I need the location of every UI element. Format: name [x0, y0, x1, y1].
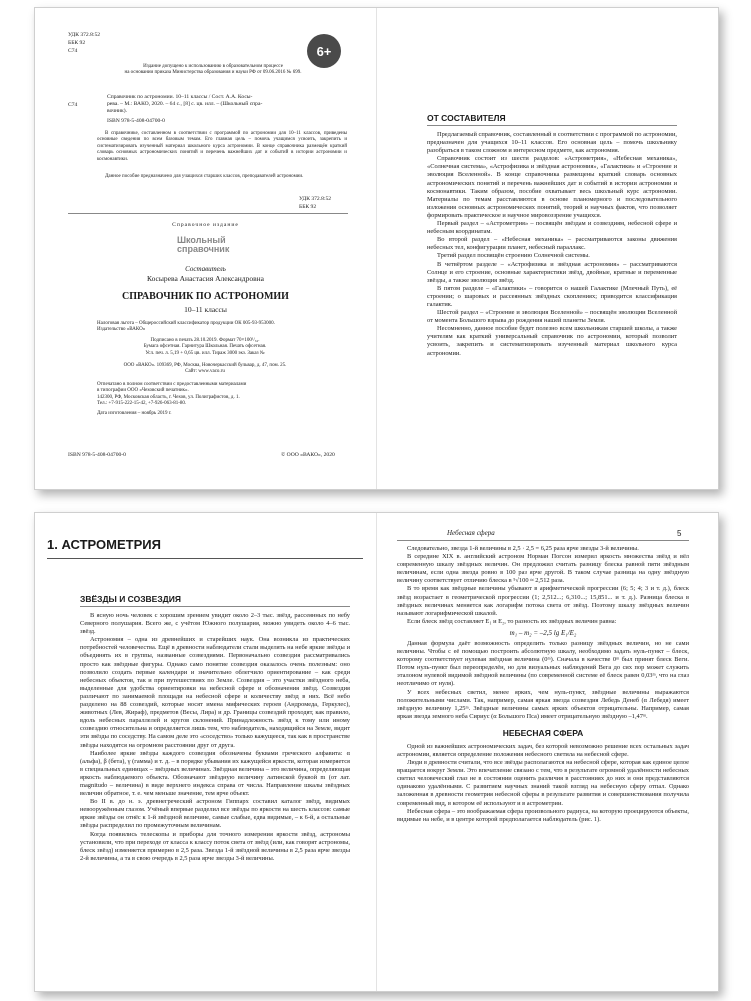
paragraph: Первый раздел – «Астрометрия» – посвящён звёздам и созвездиям, небесной сфере и небесным координатам.	[427, 220, 677, 236]
section-rule	[80, 606, 350, 607]
paragraph: Одной из важнейших астрономических задач, без которой невозможно решение всех остальных задач астрономии, является определение положения небесного светила на небесной сфере.	[397, 742, 689, 758]
book-title: СПРАВОЧНИК ПО АСТРОНОМИИ	[122, 291, 289, 302]
age-rating-badge: 6+	[307, 34, 341, 68]
printer-note: Отпечатано в полном соответствии с предоставленными материалами в типографии ООО «Чеховский печатник». 142300, РФ, Московская область, г. Чехов, ул. Полиграфистов, д. 1. Тел.: +7-915-222-15-42, +7-926-063-81-80.	[97, 382, 247, 407]
paragraph: У всех небесных светил, менее ярких, чем нуль-пункт, звёздные величины выражаются положительными числами. Так, например, самая яркая звезда созвездия Лебедь Денеб (α Лебедя) имеет звёздную величину 1,25ᵐ. Звёздные величины самых ярких объектов отрицательны. Например, самая яркая звезда земного неба Сириус (α Большого Пса) имеет отрицательную звёздную –1,47ᵐ.	[397, 688, 689, 720]
divider	[68, 213, 348, 214]
paragraph: Предлагаемый справочник, составленный в соответствии с программой по астрономии, предназначен для учащихся 10–11 классов. Его основная цель – помочь школьнику разобраться в таком сложном и интересном предмете, как астрономия.	[427, 131, 677, 155]
book-spread-top	[34, 7, 719, 490]
paragraph: Если блеск звёзд составляет E₁ и E₂, то разность их звёздных величин равна:	[407, 617, 617, 625]
copyright: © ООО «ВАКО», 2020	[281, 452, 335, 458]
paragraph: Наиболее яркие звёзды каждого созвездия обозначены буквами греческого алфавита: α (альфа), β (бета), γ (гамма) и т. д. – в порядке убывания их кажущейся яркости, которая измеряется в специальных единицах – звёздных величинах. Звёздная величина – это величина, определяющая яркость наблюдаемого объекта. Обозначают звёздную величину латинской буквой m (от лат. magnitudo – величина) в виде верхнего индекса справа от числа. Направление шкалы звёздных величин обратное, т. е. чем меньше значение, тем ярче объект.	[80, 749, 350, 798]
paragraph: Когда появились телескопы и приборы для точного измерения яркости звёзд, астрономы установили, что при переходе от класса к классу поток света от звёзд (или, как говорят астрономы, блеск звёзд) изменяется примерно в 2,5 раза. Звезда 1-й звёздной величины в 2,5 раза ярче звезды 2-й величины, а та в свою очередь в 2,5 раза ярче звезды 3-й величины.	[80, 830, 350, 862]
preface-page	[377, 8, 718, 489]
approval-note: Издание допущено к использованию в образовательном процессе на основании приказа Министерства образования и науки РФ от 09.06.2016 № 699.	[124, 64, 302, 76]
chapter-page	[35, 513, 376, 991]
author-code: С74	[68, 48, 78, 54]
paragraph: Данная формула даёт возможность определить только разницу звёздных величин, но не сами величины. Чтобы с её помощью построить абсолютную шкалу, необходимо задать нуль-пункт – блеск, которому соответствует нулевая звёздная величина (0ᵐ). Сначала в качестве 0ᵐ был принят блеск Веги. Потом нуль-пункт был переопределён, но для визуальных наблюдений Вега до сих пор может служить эталоном нулевой видимой звёздной величины (по современной системе её блеск равен 0,03ᵐ, что на глаз неотличимо от нуля).	[397, 639, 689, 688]
paragraph: Следовательно, звезда 1-й величины в 2,5 · 2,5 = 6,25 раза ярче звезды 3-й величины.	[407, 545, 639, 552]
paragraph: В ясную ночь человек с хорошим зрением увидит около 2–3 тыс. звёзд, рассеянных по небу Северного полушария. Всего же, с учётом Южного полушария, можно увидеть около 4–6 тыс. звёзд.	[80, 612, 350, 636]
bbk-code: ББК 92	[68, 40, 86, 46]
publisher-address: ООО «ВАКО». 109369, РФ, Москва, Новочеркасский бульвар, д. 47, пом. 25. Сайт: www.vaco.ru	[123, 363, 287, 375]
udk-code: УДК 372.8:52	[68, 32, 101, 38]
paragraph: Третий раздел посвящён строению Солнечной системы.	[437, 252, 590, 260]
chapter-title: 1. АСТРОМЕТРИЯ	[47, 537, 161, 552]
compiler-label: Составитель	[185, 265, 226, 273]
copyright-page	[35, 8, 376, 489]
paragraph: Астрономия – одна из древнейших и старейших наук. Она возникла из практических потребностей человечества. Ещё в древности наблюдатели стали выделять на небе яркие звёзды и объединять их в группы, названные созвездиями. Первоначально созвездия рассматривались просто как звёздные фигуры. Однако само понятие созвездия оказалось очень полезным: оно позволило создать первые календари и значительно облегчило ориентирование – как среди небесных объектов, так и при путешествиях по Земле. Созвездия – это участки звёздного неба, выделенные для удобства ориентировки на небесной сфере и обозначения звёзд. Созвездия различают по занимаемой площади на небесной сфере и количеству звёзд в них. Всё небо разделено на 88 созвездий, которые носят имена мифических героев (Андромеда, Геркулес), животных (Лев, Жираф), предметов (Весы, Лира) и др. Границы созвездий проходят, как правило, вдоль небесных параллелей и кругов склонений. Принадлежность звёзд к тому или иному созвездию относительна и определяется лишь тем, что наблюдатель, находящийся на Земле, видит эти звёзды по соседству. На самом деле это «соседство» только кажущееся, так как в пространстве звёзды находятся на огромном расстоянии друг от друга.	[80, 636, 350, 749]
bbk-code-right: ББК 92	[299, 204, 317, 210]
paragraph: В четвёртом разделе – «Астрофизика и звёздная астрономия» – рассматриваются Солнце и его строение, основные характеристики звёзд, двойные, кратные и переменные звёзды, а также эволюция звёзд.	[427, 260, 677, 284]
paragraph: В пятом разделе – «Галактики» – говорится о нашей Галактике (Млечный Путь), её строении; о шаровых и рассеянных звёздных скоплениях; приводится классификация галактик.	[427, 284, 677, 308]
edition-type: Справочное издание	[172, 222, 239, 228]
page-number: 5	[677, 529, 682, 538]
compiler-name: Косырева Анастасия Александровна	[146, 274, 265, 283]
paragraph: Люди в древности считали, что все звёзды располагаются на небесной сфере, которая как единое целое вращается вокруг Земли. Это впечатление связано с тем, что в результате огромной удалённости небесных светил человеческий глаз не в состоянии оценить различия в расстояниях до них и они представляются одинаково удалёнными. С развитием научных знаний такой взгляд на небесную сферу отпал. Однако заложенная в древности геометрия небесной сферы в результате развития и совершенствования получила современный вид, в котором её используют и в астрометрии.	[397, 759, 689, 807]
book-spread-bottom	[34, 512, 719, 992]
preface-body	[427, 131, 677, 358]
catalog-entry: Справочник по астрономии. 10–11 классы / Сост. А.А. Косы- рева. – М.: ВАКО, 2020. – 64 с., [8] с. цв. илл. – (Школьный спра- вочник).	[107, 94, 263, 114]
series-logo-line2: справочник	[177, 244, 230, 254]
print-details: Подписано в печать 28.10.2019. Формат 70×100¹/₃₂. Бумага офсетная. Гарнитура Школьная. Печать офсетная. Усл. печ. л. 5,19 + 0,65 цв. илл. Тираж 3000 экз. Заказ №	[143, 338, 267, 356]
abstract: В справочнике, составленном в соответствии с программой по астрономии для 10–11 классов, приведены основные сведения по всем базовым темам. Его главная цель – помочь учащимся усвоить, закрепить и систематизировать изученный материал школьного курса астрономии. В конце справочника размещён краткий словарь основных астрономических понятий и перечень важнейших дат и событий в истории астрономии и космонавтики.	[97, 131, 347, 162]
isbn-bottom: ISBN 978-5-408-04700-0	[68, 452, 126, 458]
paragraph: Справочник состоит из шести разделов: «Астрометрия», «Небесная механика», «Солнечная система», «Астрофизика и звёздная астрономия», «Галактики» и «Строение и эволюция Вселенной». В конце справочника размещены краткий словарь основных астрономических понятий и перечень важнейших дат и событий в истории астрономии и космонавтики. Таким образом, пособие охватывает весь школьный курс астрономии. Материалы по темам расставляются в основе планомерного и последовательного изложения основных астрономических понятий, теорий и научных фактов, что позволяет формировать практическое и научное мировоззрение учащихся.	[427, 155, 677, 219]
paragraph: Шестой раздел – «Строение и эволюция Вселенной» – посвящён эволюции Вселенной от момента Большого взрыва до рождения нашей планеты Земля.	[427, 309, 677, 325]
catalog-code: С74	[68, 102, 78, 108]
paragraph: Несомненно, данное пособие будет полезно всем школьникам старшей школы, а также учителям как краткий универсальный справочник по астрономии, который позволит усвоить, закрепить и систематизировать изученный материал школьного курса астрономии.	[427, 325, 677, 357]
isbn-line: ISBN 978-5-408-04700-0	[107, 118, 165, 124]
series-logo-line1: Школьный	[177, 235, 226, 245]
udk-code-right: УДК 372.8:52	[299, 196, 332, 202]
release-date: Дата изготовления – ноябрь 2019 г.	[97, 411, 172, 416]
tax-note: Налоговая льгота – Общероссийский классификатор продукции ОК 005-93-953000. Издательство «ВАКО»	[97, 321, 275, 333]
chapter-body	[80, 612, 350, 863]
preface-heading: ОТ СОСТАВИТЕЛЯ	[427, 113, 506, 123]
paragraph: Во второй раздел – «Небесная механика» – рассматриваются законы движения небесных тел, конфигурации планет, небесный параллакс.	[427, 236, 677, 252]
abstract-audience: Данное пособие предназначено для учащихся старших классов, преподавателей астрономии.	[105, 174, 304, 179]
text-body	[397, 545, 689, 824]
heading-rule	[427, 125, 677, 126]
paragraph: Небесная сфера – это воображаемая сфера произвольного радиуса, на которую проецируются объекты, видимые на небе, и в центре которой предполагается наблюдатель (рис. 1).	[397, 807, 689, 823]
section-title: НЕБЕСНАЯ СФЕРА	[502, 727, 584, 738]
series-logo	[177, 236, 229, 254]
book-grades: 10–11 классы	[184, 305, 227, 314]
paragraph: В то время как звёздные величины убывают в арифметической прогрессии (6; 5; 4; 3 и т. д.), блеск звёзд возрастает в геометрической прогрессии (1; 2,512...; 6,310...; 15,851... и т. д.). Разница блеска в звёздных величинах меняется как логарифм потока света от звёзд. Поэтому шкалу звёздных величин называют логарифмической шкалой.	[397, 585, 689, 617]
paragraph: В середине XIX в. английский астроном Норман Погсон измерил яркость множества звёзд и вёл современную шкалу звёздных величин. Он предложил считать разницу блеска равной пяти звёздным величинам, если одна звезда ровно в 100 раз ярче другой. В таком случае разница на одну звёздную величину соответствует отличию блеска в ⁵√100 ≈ 2,512 раза.	[397, 553, 689, 585]
formula: m₁ – m₂ = –2,5 lg E₁/E₂	[509, 628, 577, 637]
text-page	[377, 513, 718, 991]
section-title: ЗВЁЗДЫ И СОЗВЕЗДИЯ	[80, 594, 181, 604]
running-head: Небесная сфера	[447, 529, 495, 537]
header-rule	[397, 540, 689, 541]
chapter-rule	[47, 558, 363, 559]
paragraph: Во II в. до н. э. древнегреческий астроном Гиппарх составил каталог звёзд, видимых невооружённым глазом. Учёный впервые разделил все звёзды по яркости на шесть классов: самые яркие звёзды он отнёс к 1-й звёздной величине, самые слабые, едва видимые, – к 6-й, а остальные звёзды распределил по промежуточным величинам.	[80, 798, 350, 830]
